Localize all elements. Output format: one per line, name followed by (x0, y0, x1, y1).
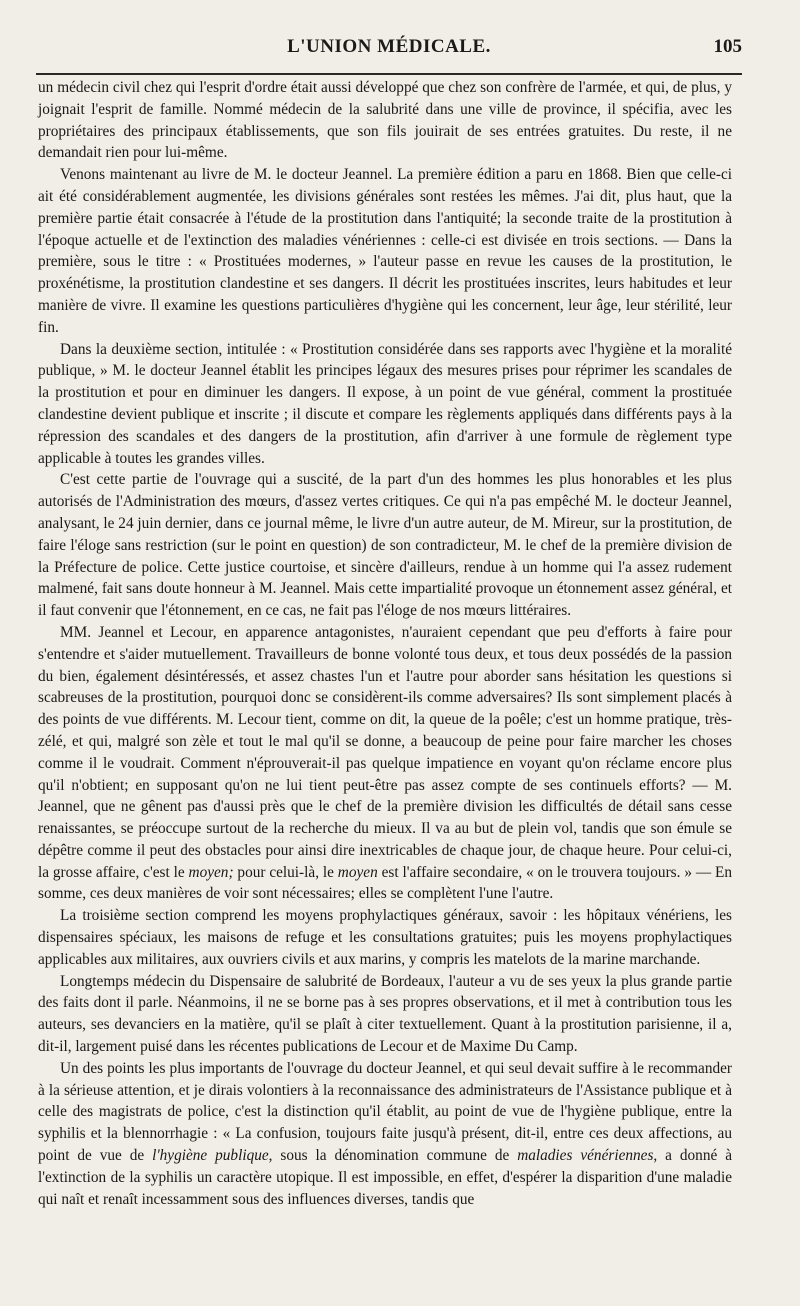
paragraph (38, 164, 732, 338)
italic-text: moyen (337, 863, 378, 881)
italic-text: maladies vénériennes (517, 1147, 654, 1165)
paragraph-text: est l'affaire secondaire, « on le trouvera toujours. » — En somme, ces deux manières de voir sont nécessaires; elles se complètent l'une l'autre. (38, 863, 733, 903)
running-header (36, 36, 742, 70)
paragraph-text: Venons maintenant au livre de M. le docteur Jeannel. La première édition a paru en 1868. Bien que celle-ci ait été considérablement augmentée, les divisions générales sont restées les mêmes. J'ai dit, plus haut, que la première partie était consacrée à l'étude de la prostitution dans l'antiquité; la seconde traite de la prostitution à l'époque actuelle et de l'extinction des maladies vénériennes : celle-ci est divisée en trois sections. — Dans la première, sous le titre : « Prostituées modernes, » l'auteur passe en revue les causes de la prostitution, le proxénétisme, la prostitution clandestine et ses dangers. Il décrit les prostituées inscrites, leurs habitudes et leur manière de vivre. Il examine les questions particulières d'hygiène qui les concernent, leur âge, leur stérilité, leur fin. (38, 166, 732, 336)
paragraph-text: pour celui-là, le (233, 863, 338, 881)
header-rule (36, 73, 742, 75)
body-text (38, 77, 732, 1210)
paragraph (38, 339, 732, 470)
page-number: 105 (713, 36, 742, 57)
paragraph-text: C'est cette partie de l'ouvrage qui a suscité, de la part d'un des hommes les plus honorables et les plus autorisés de l'Administration des mœurs, d'assez vertes critiques. Ce qui n'a pas empêché M. le docteur Jeannel, analysant, le 24 juin dernier, dans ce journal même, le livre d'un autre auteur, de M. Mireur, sur la prostitution, de faire l'éloge sans restriction (sur le point en question) de son contradicteur, M. le chef de la première division de la Préfecture de police. Cette justice courtoise, et sincère d'ailleurs, rendue à un homme qui l'a assez rudement malmené, fait sans doute honneur à M. Jeannel. Mais cette impartialité provoque un étonnement assez général, et il faut convenir que l'étonnement, en ce cas, ne fait pas l'éloge de nos mœurs littéraires. (38, 471, 732, 620)
paragraph-text: Un des points les plus importants de l'ouvrage du docteur Jeannel, et qui seul devait suffire à le recommander à la sérieuse attention, et je dirais volontiers à la reconnaissance des administrateurs de l'Assistance publique et à celle des magistrats de police, c'est la distinction qu'il établit, au point de vue de l'hygiène publique, entre la syphilis et la blennorrhagie : « La confusion, toujours faite jusqu'à présent, dit-il, entre ces deux affections, au point de vue de (38, 1059, 732, 1165)
paragraph-text: La troisième section comprend les moyens prophylactiques généraux, savoir : les hôpitaux vénériens, les dispensaires spéciaux, les maisons de refuge et les consultations gratuites; puis les moyens prophylactiques applicables aux militaires, aux ouvriers civils et aux marins, y compris les matelots de la marine marchande. (38, 907, 732, 968)
italic-text: moyen; (188, 863, 234, 881)
paragraph-text: MM. Jeannel et Lecour, en apparence antagonistes, n'auraient cependant que peu d'efforts à faire pour s'entendre et s'aider mutuellement. Travailleurs de bonne volonté tous deux, et tous deux possédés de la passion du bien, également désintéressés, et assez chastes l'un et l'autre pour aborder sans hésitation les questions si scabreuses de la prostitution, pourquoi donc se considèrent-ils comme adversaires? Ils sont simplement placés à des points de vue différents. M. Lecour tient, comme on dit, la queue de la poêle; c'est un homme pratique, très-zélé, et qui, malgré son zèle et tout le mal qu'il se donne, a beaucoup de peine pour faire marcher les choses comme il le voudrait. Comment n'éprouverait-il pas quelque impatience en voyant qu'on réclame encore plus qu'il n'obtient; en supposant qu'on ne lui tient peut-être pas assez compte de ses continuels efforts? — M. Jeannel, que ne gênent pas d'aussi près que le chef de la première division les difficultés de détail sans cesse renaissantes, se préoccupe surtout de la recherche du mieux. Il va au but de plein vol, tandis que son émule se dépêtre comme il peut des obstacles pour ainsi dire inextricables de chaque jour, de chaque heure. Pour celui-ci, la grosse affaire, c'est le (38, 623, 732, 881)
paragraph (38, 1058, 732, 1211)
paragraph-text: , sous la dénomination commune de (268, 1147, 518, 1165)
paragraph-text: Dans la deuxième section, intitulée : « Prostitution considérée dans ses rapports avec l'hygiène et la moralité publique, » M. le docteur Jeannel établit les principes légaux des mesures prises pour réprimer les scandales de la prostitution et pour en diminuer les dangers. Il expose, à un point de vue général, comment la prostituée clandestine devient publique et inscrite ; il discute et compare les règlements appliqués dans différents pays à la répression des scandales et des dangers de la prostitution, afin d'arriver à une formule de règlement type applicable à toutes les grandes villes. (38, 340, 732, 467)
paragraph (38, 469, 732, 622)
paragraph-text: , a donné à l'extinction de la syphilis un caractère utopique. Il est impossible, en effet, d'espérer la disparition d'une maladie qui naît et renaît incessamment sous des influences diverses, tandis que (38, 1147, 732, 1208)
paragraph (38, 622, 732, 905)
paragraph-text: Longtemps médecin du Dispensaire de salubrité de Bordeaux, l'auteur a vu de ses yeux la plus grande partie des faits dont il parle. Néanmoins, il ne se borne pas à ses propres observations, et il met à contribution tous les auteurs, ses devanciers en la matière, qu'il se plaît à citer textuellement. Quant à la prostitution parisienne, il a, dit-il, largement puisé dans les récentes publications de Lecour et de Maxime Du Camp. (38, 972, 732, 1056)
italic-text: l'hygiène publique (152, 1147, 269, 1165)
paragraph-text: un médecin civil chez qui l'esprit d'ordre était aussi développé que chez son confrère de l'armée, et qui, de plus, y joignait l'esprit de famille. Nommé médecin de la salubrité dans une ville de province, il spécifia, avec les propriétaires des principaux établissements, que son fils jouirait de ses entrées gratuites. Du reste, il ne demandait rien pour lui-même. (38, 79, 732, 162)
paragraph (38, 971, 732, 1058)
paragraph (38, 905, 732, 970)
journal-title: L'UNION MÉDICALE. (287, 36, 491, 57)
paragraph (38, 77, 732, 164)
